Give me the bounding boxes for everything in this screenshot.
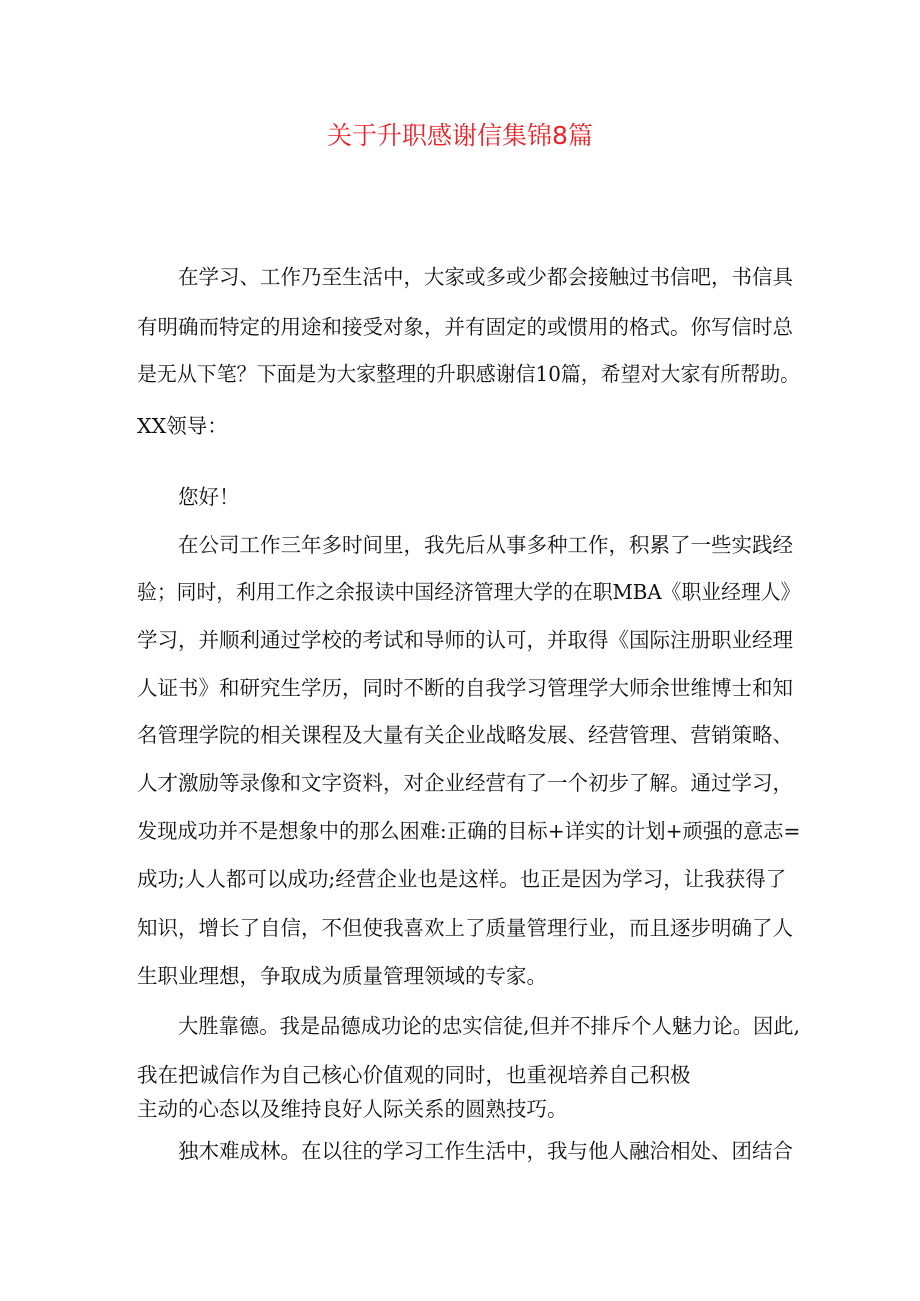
body-line: 在公司工作三年多时间里，我先后从事多种工作，积累了一些实践经 bbox=[178, 533, 793, 557]
body-line: 生职业理想，争取成为质量管理领域的专家。 bbox=[137, 964, 547, 988]
greeting: 您好！ bbox=[178, 485, 240, 509]
body-line: 人证书》和研究生学历，同时不断的自我学习管理学大师余世维博士和知 bbox=[137, 676, 793, 700]
body-line: 主动的心态以及维持良好人际关系的圆熟技巧。 bbox=[137, 1097, 568, 1121]
body-line: 在学习、工作乃至生活中，大家或多或少都会接触过书信吧，书信具 bbox=[178, 265, 793, 289]
body-line: 发现成功并不是想象中的那么困难:正确的目标+详实的计划+顽强的意志= bbox=[137, 819, 801, 843]
body-line: 学习，并顺利通过学校的考试和导师的认可，并取得《国际注册职业经理 bbox=[137, 628, 793, 652]
salutation: XX领导： bbox=[137, 414, 228, 438]
body-line: 成功;人人都可以成功;经营企业也是这样。也正是因为学习，让我获得了 bbox=[137, 867, 787, 891]
body-line: 独木难成林。在以往的学习工作生活中，我与他人融洽相处、团结合 bbox=[178, 1139, 793, 1163]
body-line: 有明确而特定的用途和接受对象，并有固定的或惯用的格式。你写信时总 bbox=[137, 315, 793, 339]
body-line: 验；同时，利用工作之余报读中国经济管理大学的在职MBA《职业经理人》 bbox=[137, 580, 801, 604]
body-line: 知识，增长了自信，不但使我喜欢上了质量管理行业，而且逐步明确了人 bbox=[137, 916, 793, 940]
body-line: 人才激励等录像和文字资料，对企业经营有了一个初步了解。通过学习， bbox=[137, 771, 793, 795]
body-line: 名管理学院的相关课程及大量有关企业战略发展、经营管理、营销策略、 bbox=[137, 723, 793, 747]
body-line: 大胜靠德。我是品德成功论的忠实信徒,但并不排斥个人魅力论。因此, bbox=[178, 1014, 801, 1038]
document-title: 关于升职感谢信集锦8篇 bbox=[327, 121, 593, 150]
body-line: 是无从下笔？下面是为大家整理的升职感谢信10篇，希望对大家有所帮助。 bbox=[137, 362, 801, 386]
body-line: 我在把诚信作为自己核心价值观的同时，也重视培养自己积极 bbox=[137, 1063, 691, 1087]
